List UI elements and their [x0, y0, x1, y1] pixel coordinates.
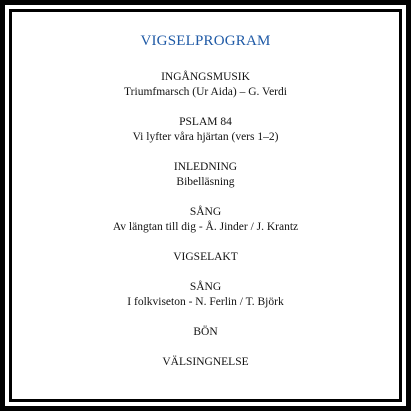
section-introduction — [12, 160, 399, 190]
section-heading: INGÅNGSMUSIK — [161, 71, 250, 83]
section-blessing — [12, 355, 399, 370]
section-heading: SÅNG — [189, 281, 222, 293]
section-heading: PSLAM 84 — [179, 116, 232, 128]
section-prayer — [12, 325, 399, 340]
section-heading: VIGSELAKT — [173, 251, 238, 263]
section-song-2 — [12, 280, 399, 310]
section-heading: SÅNG — [189, 206, 222, 218]
section-detail: I folkviseton - N. Ferlin / T. Björk — [127, 296, 284, 308]
section-heading: INLEDNING — [173, 161, 238, 173]
section-song-1 — [12, 205, 399, 235]
section-detail: Triumfmarsch (Ur Aida) – G. Verdi — [124, 86, 287, 98]
section-wedding-act — [12, 250, 399, 265]
section-detail: Av längtan till dig - Å. Jinder / J. Krantz — [112, 221, 299, 233]
section-heading: VÄLSINGNELSE — [162, 356, 249, 368]
section-heading: BÖN — [193, 326, 218, 338]
section-detail: Bibelläsning — [176, 176, 235, 188]
section-psalm — [12, 115, 399, 145]
section-entrance-music — [12, 70, 399, 100]
program-title: VIGSELPROGRAM — [140, 33, 271, 49]
section-detail: Vi lyfter våra hjärtan (vers 1–2) — [132, 131, 279, 143]
program-card — [12, 12, 399, 399]
